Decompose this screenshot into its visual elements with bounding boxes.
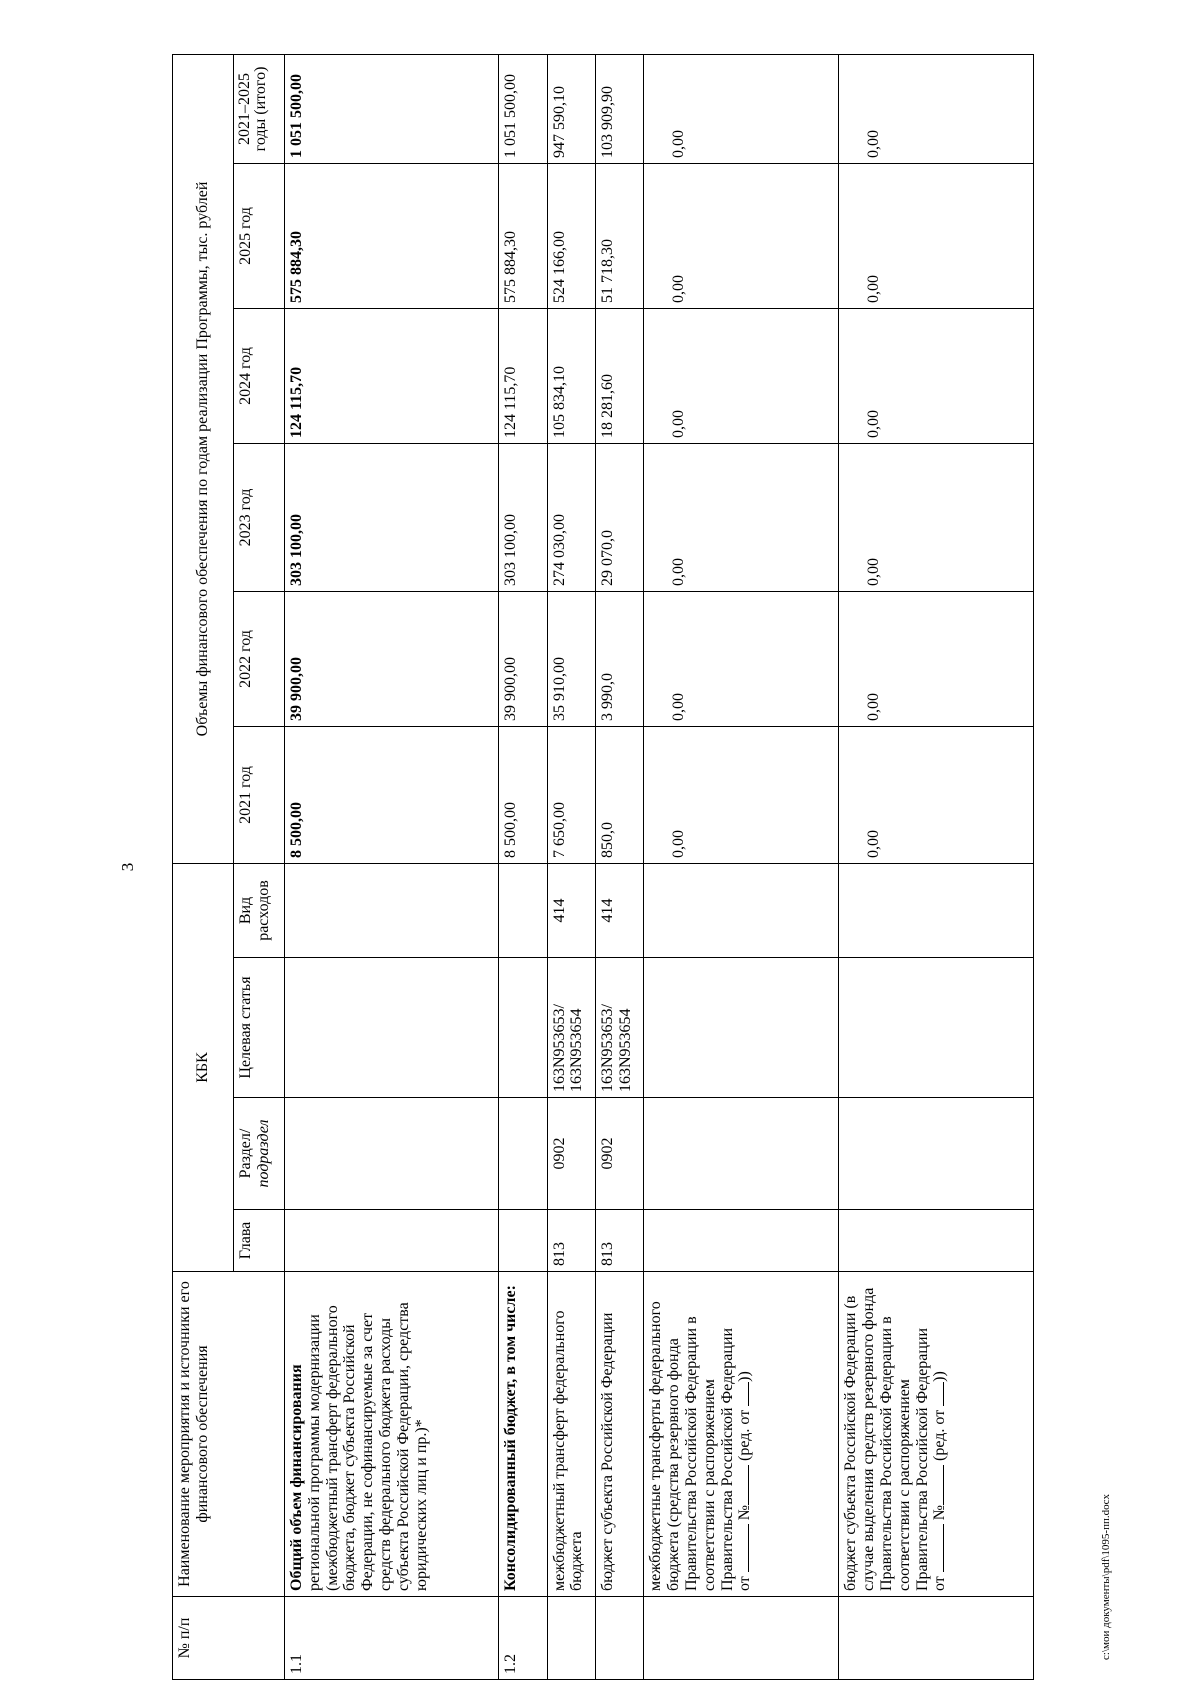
header-num: № п/п <box>173 1597 285 1680</box>
row-name-text: межбюджетные трансферты федерального бюджета (средства резервного фонда Правительства Российской Федерации в соответствии с распоряжением Правительства Российской Федерации <box>646 1301 736 1591</box>
blank-red-date <box>931 1382 944 1406</box>
row-2023: 303 100,00 <box>284 443 499 591</box>
row-2021: 8 500,00 <box>284 726 499 863</box>
row-glava: 813 <box>547 1210 595 1272</box>
header-2023: 2023 год <box>234 443 284 591</box>
header-2024: 2024 год <box>234 308 284 443</box>
header-volumes: Объемы финансового обеспечения по годам реализации Программы, тыс. рублей <box>173 54 234 863</box>
table-row <box>595 54 643 1679</box>
row-vid <box>838 863 1033 957</box>
header-razdel-text: Раздел/ <box>237 1128 255 1179</box>
row-glava <box>499 1210 547 1272</box>
row-name-red: (ред. от <box>736 1409 754 1461</box>
row-2022: 0,00 <box>643 591 838 726</box>
row-glava <box>284 1210 499 1272</box>
row-total: 0,00 <box>838 54 1033 163</box>
row-vid <box>643 863 838 957</box>
row-glava <box>643 1210 838 1272</box>
header-total: 2021–2025 годы (итого) <box>234 54 284 163</box>
header-2022: 2022 год <box>234 591 284 726</box>
row-celevaya <box>284 958 499 1098</box>
row-num <box>838 1597 1033 1680</box>
row-2022: 39 900,00 <box>499 591 547 726</box>
row-razdel <box>838 1098 1033 1210</box>
row-2024: 0,00 <box>643 308 838 443</box>
row-name-text: бюджет субъекта Российской Федерации <box>595 1272 643 1597</box>
row-num: 1.1 <box>284 1597 499 1680</box>
row-name <box>284 1272 499 1597</box>
row-vid: 414 <box>595 863 643 957</box>
row-name <box>838 1272 1033 1597</box>
row-2021: 0,00 <box>643 726 838 863</box>
row-name-ot: от <box>736 1576 754 1591</box>
row-celevaya: 163N953653/ 163N953654 <box>547 958 595 1098</box>
row-name-text: региональной программы модернизации (межбюджетный трансферт федерального бюджета, бюджет субъекта Российской Федерации, не софинансируемые за счет средств федерального бюджета расходы субъекта Российской Федерации, средства юридических лиц и пр.)* <box>305 1302 431 1591</box>
row-2023: 29 070,0 <box>595 443 643 591</box>
row-name-no: № <box>736 1504 754 1521</box>
header-2025: 2025 год <box>234 163 284 308</box>
row-razdel <box>284 1098 499 1210</box>
row-razdel <box>499 1098 547 1210</box>
row-total: 1 051 500,00 <box>499 54 547 163</box>
row-2023: 0,00 <box>643 443 838 591</box>
table-row <box>547 54 595 1679</box>
row-glava <box>838 1210 1033 1272</box>
row-celevaya: 163N953653/ 163N953654 <box>595 958 643 1098</box>
row-total: 103 909,90 <box>595 54 643 163</box>
blank-date <box>931 1524 944 1572</box>
header-razdel <box>234 1098 284 1210</box>
header-row-1 <box>173 54 234 1679</box>
row-num <box>643 1597 838 1680</box>
row-2021: 7 650,00 <box>547 726 595 863</box>
row-name-text: межбюджетный трансферт федерального бюджета <box>547 1272 595 1597</box>
blank-date <box>736 1524 749 1572</box>
row-2024: 124 115,70 <box>499 308 547 443</box>
row-vid: 414 <box>547 863 595 957</box>
row-2025: 0,00 <box>643 163 838 308</box>
row-2022: 0,00 <box>838 591 1033 726</box>
row-2024: 18 281,60 <box>595 308 643 443</box>
page-number: 3 <box>118 862 137 872</box>
row-razdel <box>643 1098 838 1210</box>
table-row <box>643 54 838 1679</box>
footer-file-path: c:\мои документы\pdf\1095-пп.docx <box>1100 1493 1112 1660</box>
blank-number <box>931 1465 944 1505</box>
row-2021: 0,00 <box>838 726 1033 863</box>
financing-table <box>172 54 1034 1680</box>
header-vid: Вид расходов <box>234 863 284 957</box>
row-2021: 850,0 <box>595 726 643 863</box>
row-glava: 813 <box>595 1210 643 1272</box>
row-2024: 105 834,10 <box>547 308 595 443</box>
row-2025: 51 718,30 <box>595 163 643 308</box>
row-name-ot: от <box>931 1576 949 1591</box>
row-name-bold: Консолидированный бюджет, в том числе: <box>499 1272 547 1597</box>
row-celevaya <box>499 958 547 1098</box>
row-total: 947 590,10 <box>547 54 595 163</box>
header-name: Наименование мероприятия и источники его финансового обеспечения <box>173 1272 285 1597</box>
table-row <box>838 54 1033 1679</box>
row-vid <box>284 863 499 957</box>
row-2025: 0,00 <box>838 163 1033 308</box>
blank-number <box>736 1465 749 1505</box>
row-2025: 575 884,30 <box>284 163 499 308</box>
header-kbk: КБК <box>173 863 234 1271</box>
row-2021: 8 500,00 <box>499 726 547 863</box>
row-2023: 274 030,00 <box>547 443 595 591</box>
row-razdel: 0902 <box>547 1098 595 1210</box>
financing-table-rotated <box>172 55 1034 1680</box>
row-2025: 524 166,00 <box>547 163 595 308</box>
row-2025: 575 884,30 <box>499 163 547 308</box>
row-2022: 39 900,00 <box>284 591 499 726</box>
row-num <box>595 1597 643 1680</box>
row-celevaya <box>643 958 838 1098</box>
table-row <box>284 54 499 1679</box>
row-2023: 303 100,00 <box>499 443 547 591</box>
row-name-bold: Общий объем финансирования <box>287 1364 305 1591</box>
row-razdel: 0902 <box>595 1098 643 1210</box>
table-row <box>499 54 547 1679</box>
header-glava: Глава <box>234 1210 284 1272</box>
row-2024: 0,00 <box>838 308 1033 443</box>
row-num: 1.2 <box>499 1597 547 1680</box>
row-vid <box>499 863 547 957</box>
row-2024: 124 115,70 <box>284 308 499 443</box>
row-num <box>547 1597 595 1680</box>
row-2023: 0,00 <box>838 443 1033 591</box>
row-name <box>643 1272 838 1597</box>
row-name-red: (ред. от <box>931 1409 949 1461</box>
row-name-close: )) <box>931 1371 949 1382</box>
header-podrazdel-text: подраздел <box>255 1119 273 1188</box>
row-celevaya <box>838 958 1033 1098</box>
header-celevaya: Целевая статья <box>234 958 284 1098</box>
row-2022: 35 910,00 <box>547 591 595 726</box>
row-total: 0,00 <box>643 54 838 163</box>
row-name-no: № <box>931 1504 949 1521</box>
header-2021: 2021 год <box>234 726 284 863</box>
row-total: 1 051 500,00 <box>284 54 499 163</box>
blank-red-date <box>736 1382 749 1406</box>
row-name-close: )) <box>736 1371 754 1382</box>
row-name-text: бюджет субъекта Российской Федерации (в случае выделения средств резервного фонда Правительства Российской Федерации в соответствии с распоряжением Правительства Российской Федерации <box>841 1287 931 1591</box>
row-2022: 3 990,0 <box>595 591 643 726</box>
